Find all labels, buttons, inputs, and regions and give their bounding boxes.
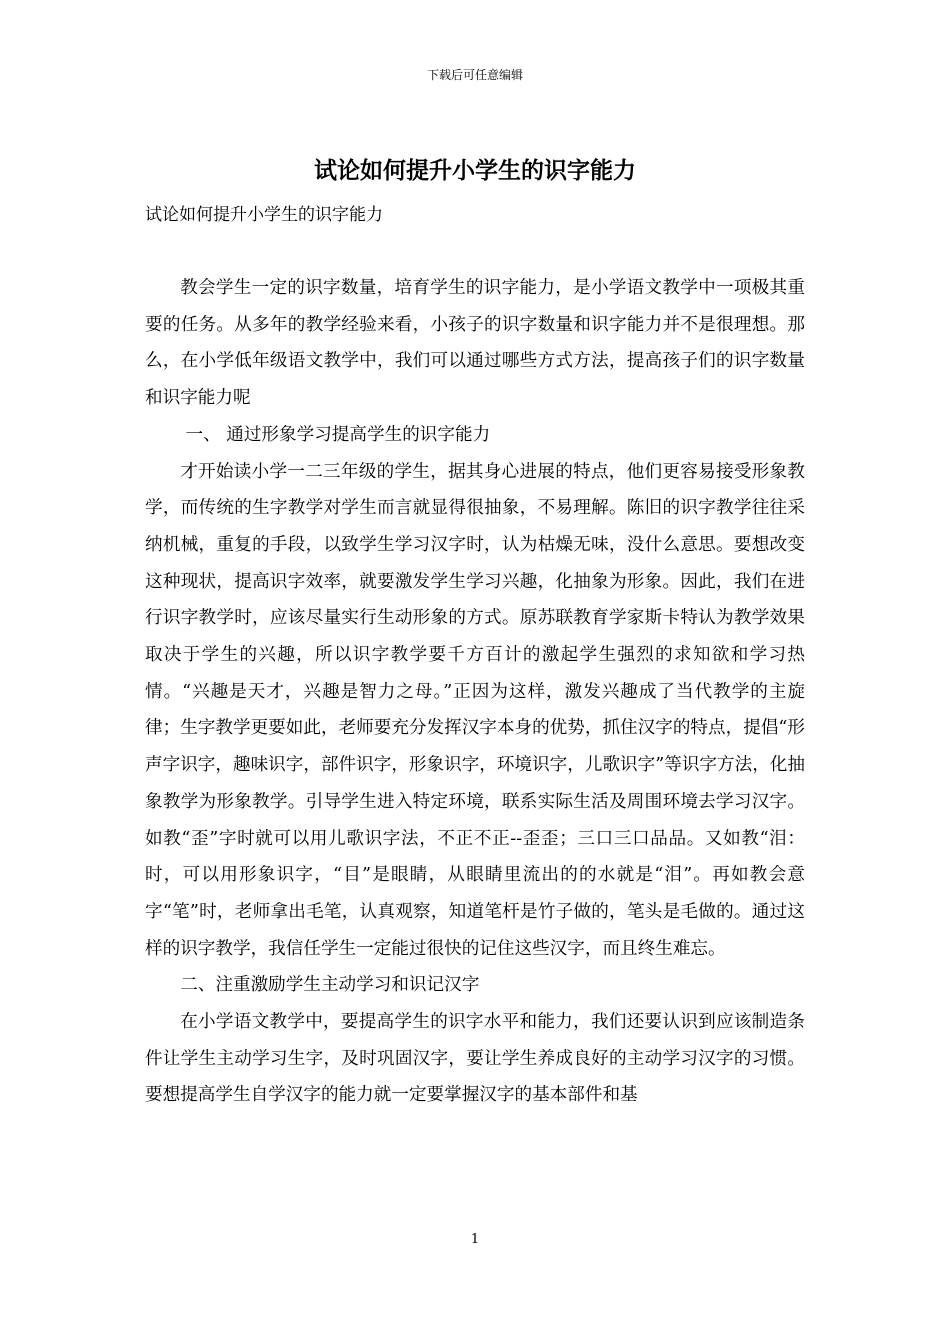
section-heading-2: 二、注重激励学生主动学习和识记汉字 xyxy=(180,975,480,996)
page-header: 下载后可任意编辑 xyxy=(426,68,523,82)
document-subtitle: 试论如何提升小学生的识字能力 xyxy=(145,205,383,225)
paragraph-intro: 教会学生一定的识字数量，培育学生的识字能力，是小学语文教学中一项极其重要的任务。从多年的教学经验来看，小孩子的识字数量和识字能力并不是很理想。那么，在小学低年级语文教学中，我们可以通过哪些方式方法，提高孩子们的识字数量和识字能力呢 xyxy=(145,278,805,409)
document-body xyxy=(145,270,805,1114)
document-title: 试论如何提升小学生的识字能力 xyxy=(314,157,636,184)
section-heading-1: 一、 通过形象学习提高学生的识字能力 xyxy=(185,424,491,445)
page-number: 1 xyxy=(470,1232,480,1247)
paragraph-section-2: 在小学语文教学中，要提高学生的识字水平和能力，我们还要认识到应该制造条件让学生主动学习生字，及时巩固汉字，要让学生养成良好的主动学习汉字的习惯。要想提高学生自学汉字的能力就一定要掌握汉字的基本部件和基 xyxy=(145,1012,805,1106)
paragraph-section-1: 才开始读小学一二三年级的学生，据其身心进展的特点，他们更容易接受形象教学，而传统的生字教学对学生而言就显得很抽象，不易理解。陈旧的识字教学往往采纳机械，重复的手段，以致学生学习汉字时，认为枯燥无味，没什么意思。要想改变这种现状，提高识字效率，就要激发学生学习兴趣，化抽象为形象。因此，我们在进行识字教学时，应该尽量实行生动形象的方式。原苏联教育学家斯卡特认为教学效果取决于学生的兴趣，所以识字教学要千方百计的激起学生强烈的求知欲和学习热情。“兴趣是天才，兴趣是智力之母。”正因为这样，激发兴趣成了当代教学的主旋律；生字教学更要如此，老师要充分发挥汉字本身的优势，抓住汉字的特点，提倡“形声字识字，趣味识字，部件识字，形象识字，环境识字，儿歌识字”等识字方法，化抽象教学为形象教学。引导学生进入特定环境，联系实际生活及周围环境去学习汉字。如教“歪”字时就可以用儿歌识字法，不正不正--歪歪；三口三口品品。又如教“泪：时，可以用形象识字，“目”是眼睛，从眼睛里流出的的水就是“泪”。再如教会意字“笔”时，老师拿出毛笔，认真观察，知道笔杆是竹子做的，笔头是毛做的。通过这样的识字教学，我信任学生一定能过很快的记住这些汉字，而且终生难忘。 xyxy=(145,461,805,959)
